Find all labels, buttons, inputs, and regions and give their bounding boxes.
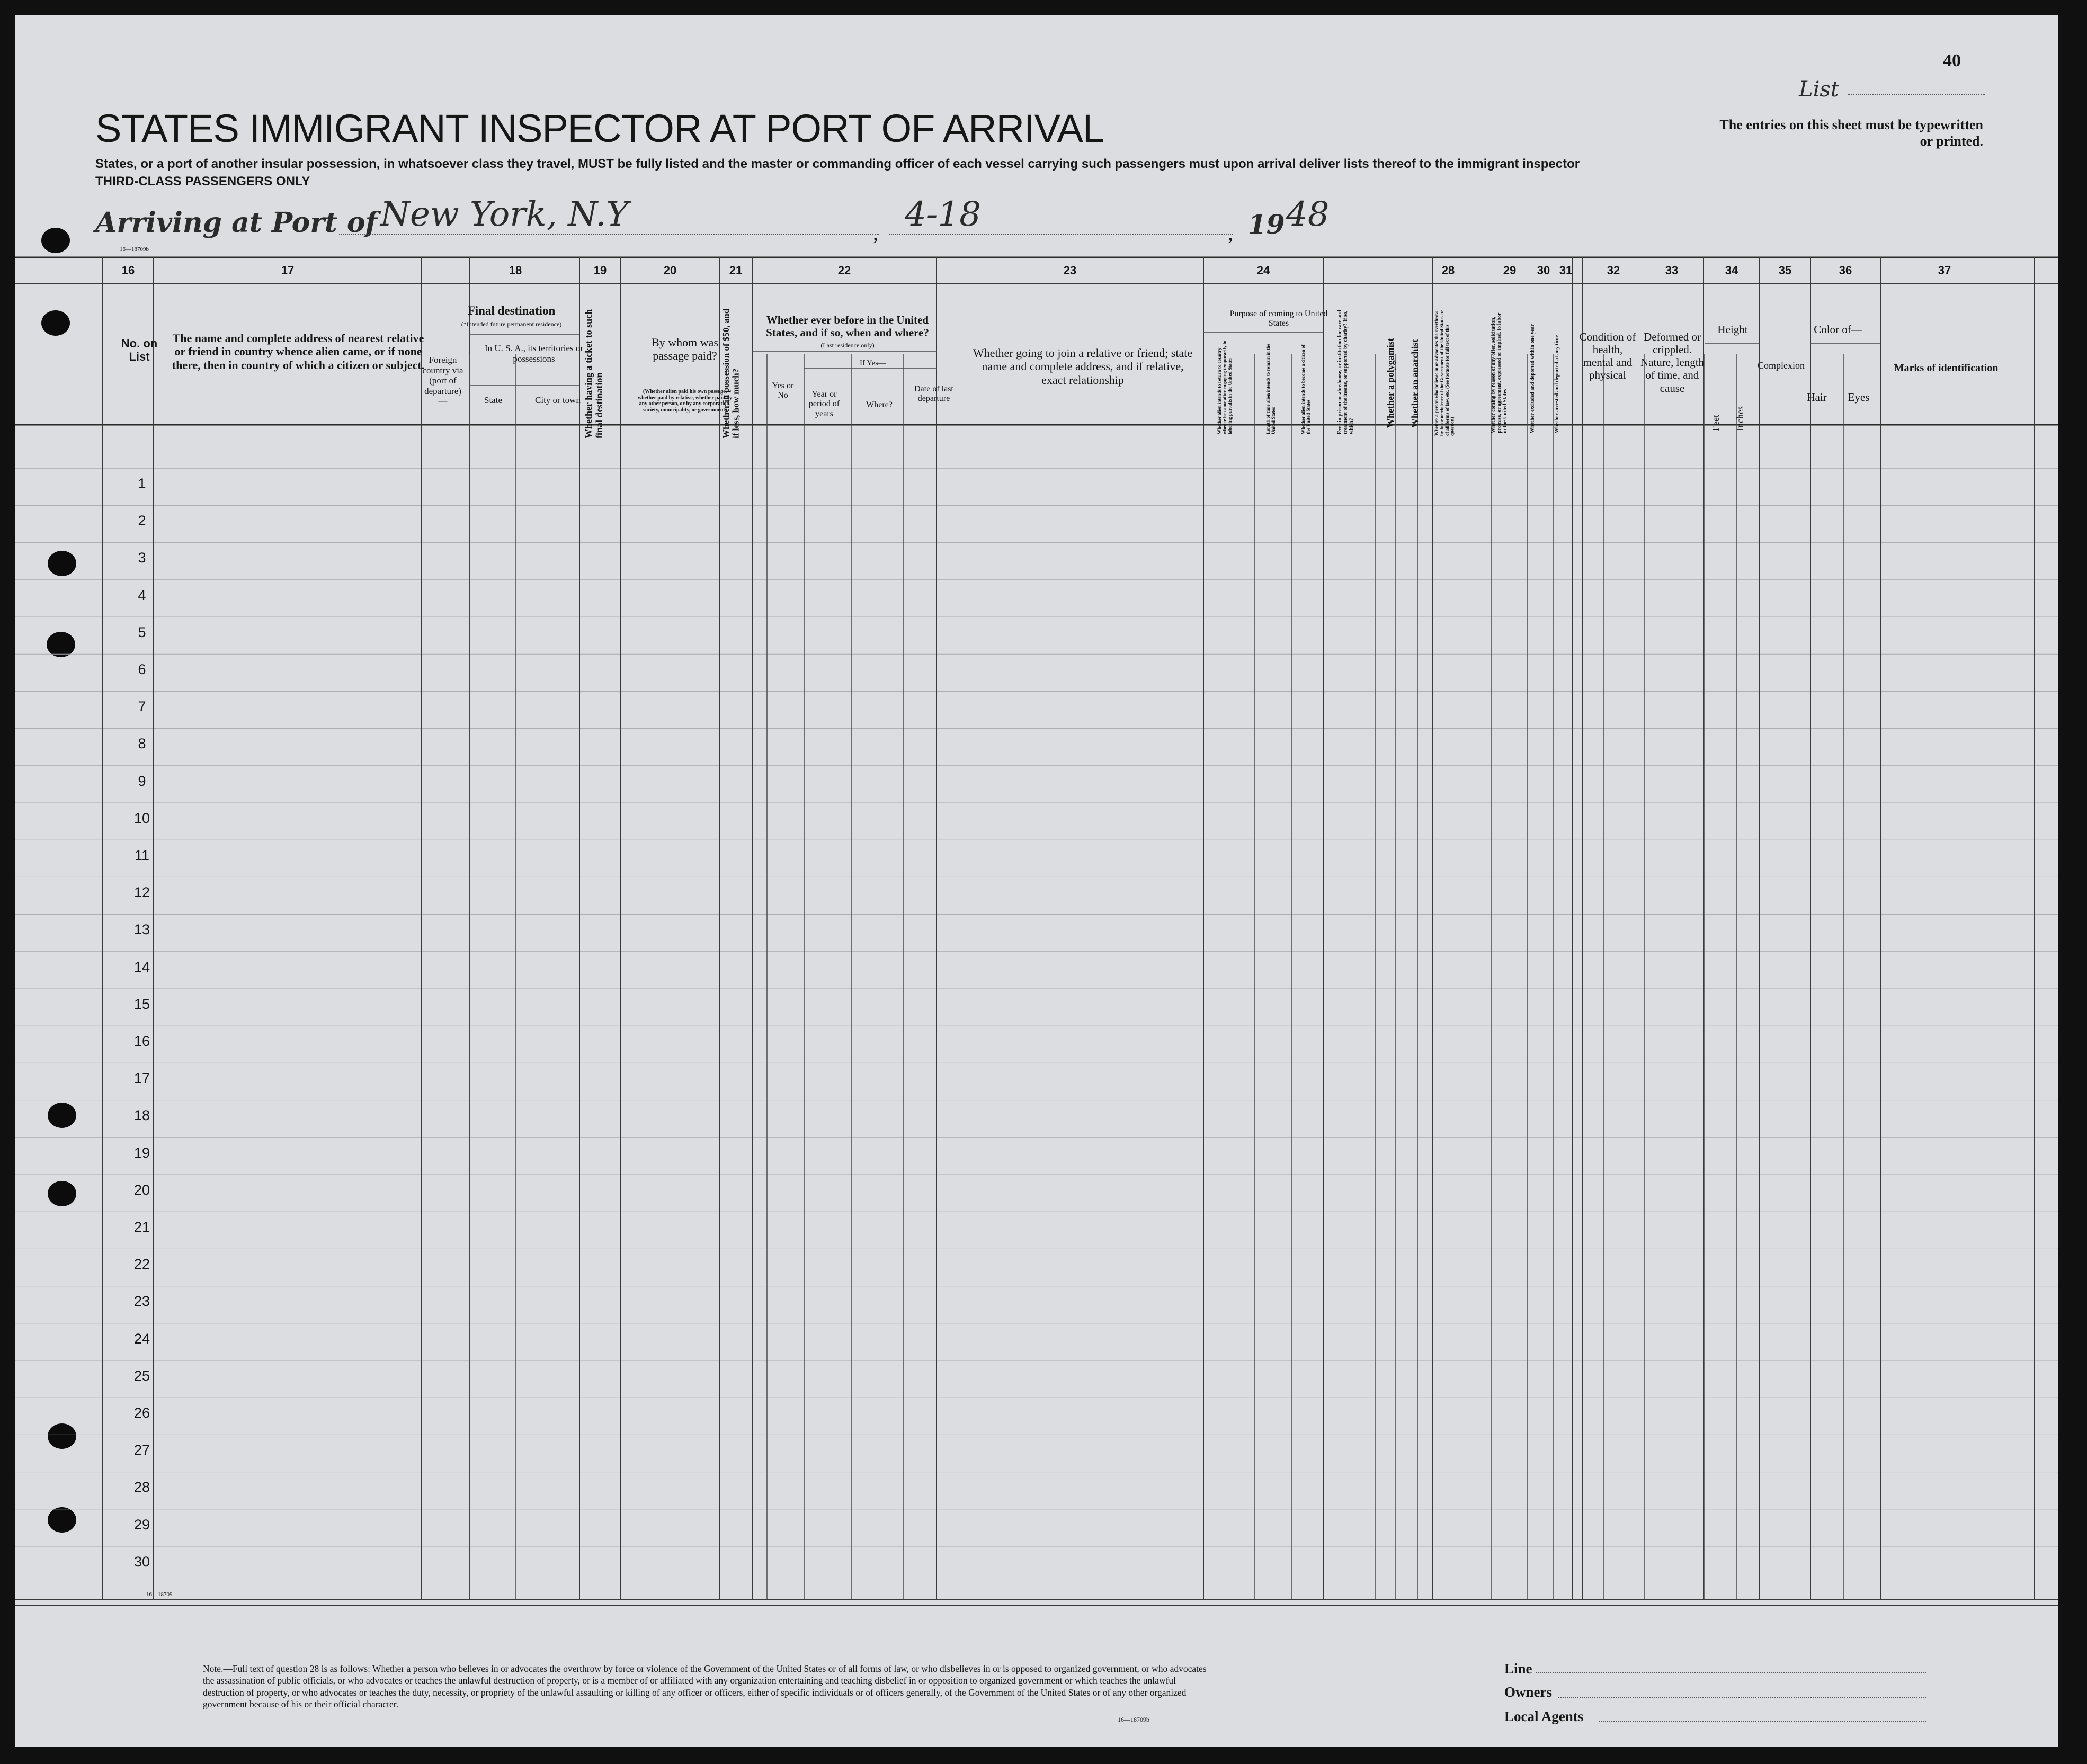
row-number: 10: [133, 810, 150, 826]
row-number: 20: [133, 1181, 150, 1198]
col32-header: Condition of health, mental and physical: [1579, 330, 1636, 382]
comma: ,: [1228, 221, 1233, 245]
column-number: 16: [121, 264, 135, 277]
col16-header: No. on List: [121, 337, 158, 364]
column-number: 24: [1256, 264, 1270, 277]
row-number: 26: [133, 1405, 150, 1421]
col18-title: Final destination: [467, 304, 556, 317]
footnote-q28: Note.—Full text of question 28 is as follows: Whether a person who believes in or advocates the overthrow by force or violence of the Government of the United States or of all forms of law, or who disbelieves in or is opposed to organized government, or who advocates the assassination of public officials, or who advocates or teaches the unlawful destruction of property, or is a member of or affiliated with any organization entertaining and teaching disbelief in or opposition to organized government or which teaches the unlawful destruction of property, or who advocates or teaches the duty, necessity, or propriety of the unlawful assaulting or killing of any officer or officers, either of specific individuals or of officers generally, of the Government of the United States or of any other organized government because of his or their official character.: [203, 1663, 1207, 1710]
form-subtitle: States, or a port of another insular possession, in whatsoever class they travel, MUST be fully listed and the master or commanding officer of each vessel carrying such passengers must upon arrival deliver lists thereof to the immigrant inspector: [95, 157, 1580, 171]
arriving-port: New York, N.Y: [380, 195, 629, 234]
column-number: 29: [1503, 264, 1517, 277]
row-number: 14: [133, 959, 150, 975]
year-handwritten: 48: [1286, 195, 1330, 234]
row-number: 4: [138, 587, 146, 603]
col27-header: Whether an anarchist: [1410, 339, 1420, 428]
row-number: 3: [138, 550, 146, 566]
arriving-date: 4-18: [905, 195, 981, 234]
col25-header: Ever in prison or almshouse, or institution for care and treatment of the insane, or supported by charity? If so, which?: [1337, 310, 1354, 434]
row-number: 29: [133, 1516, 150, 1533]
comma: ,: [873, 221, 878, 245]
line-field: [1536, 1672, 1926, 1673]
owners-field: [1558, 1697, 1926, 1698]
col22-year: Year or period of years: [808, 390, 840, 418]
col18-city: City or town: [535, 395, 581, 405]
row-number: 15: [133, 996, 150, 1012]
row-number: 5: [138, 624, 146, 640]
col22-title: Whether ever before in the United States, and if so, when and where?: [766, 314, 929, 339]
owners-label: Owners: [1504, 1684, 1552, 1700]
row-number: 2: [138, 513, 146, 529]
column-number: 19: [593, 264, 607, 277]
row-number: 6: [138, 661, 146, 677]
instruction-label: The entries on this sheet must be typewritten or printed.: [1719, 117, 1983, 149]
column-number: 35: [1778, 264, 1792, 277]
col34-inches: Inches: [1735, 406, 1745, 431]
row-number: 16: [133, 1033, 150, 1049]
col31-header: Whether arrested and deported at any time: [1554, 335, 1560, 433]
col24a-header: Whether alien intends to return to country whence he came after engaging temporarily in laboring pursuits in the United States: [1217, 340, 1233, 434]
agents-label: Local Agents: [1504, 1708, 1584, 1724]
row-number: 28: [133, 1479, 150, 1496]
col24b-header: Length of time alien intends to remain in the United States: [1265, 344, 1276, 434]
col30-header: Whether excluded and deported within one year: [1530, 324, 1536, 433]
column-number: 30: [1537, 264, 1550, 277]
col22-yesno: Yes or No: [772, 381, 794, 400]
column-number: 18: [509, 264, 522, 277]
line-label: Line: [1504, 1661, 1532, 1677]
col24-title: Purpose of coming to United States: [1229, 309, 1328, 328]
row-number: 22: [133, 1256, 150, 1273]
col36-hair: Hair: [1807, 391, 1827, 404]
col23-header: Whether going to join a relative or friend; state name and complete address, and if relative, exact relationship: [973, 346, 1193, 387]
form-number-note: 16—18709b: [1118, 1716, 1149, 1723]
row-number: 25: [133, 1367, 150, 1384]
form-title: STATES IMMIGRANT INSPECTOR AT PORT OF ARRIVAL: [95, 106, 1104, 150]
column-number: 20: [663, 264, 677, 277]
column-number: 32: [1607, 264, 1620, 277]
row-number: 13: [133, 921, 150, 938]
col17-header: The name and complete address of nearest relative or friend in country whence alien came, or if none there, then in country of which a citizen or subject.: [172, 332, 425, 372]
col35-header: Complexion: [1758, 360, 1805, 371]
col18-foreign: Foreign country via (port of departure)—: [422, 355, 463, 407]
form-number-bottom: 16—18709: [146, 1591, 173, 1598]
row-number: 30: [133, 1553, 150, 1570]
column-number: 28: [1441, 264, 1455, 277]
col22-date: Date of last departure: [914, 384, 953, 404]
col37-header: Marks of identification: [1894, 362, 1999, 374]
arriving-label: Arriving at Port of: [95, 207, 377, 239]
column-number: 17: [281, 264, 295, 277]
col29-header: Whether coming by reason of any offer, solicitation, promise, or agreement, expressed or implied, to labor in the United States: [1491, 312, 1508, 433]
row-number: 1: [138, 476, 146, 491]
column-number: 23: [1063, 264, 1077, 277]
col36-title: Color of—: [1814, 323, 1862, 336]
col22-ifyes: If Yes—: [859, 359, 886, 368]
col19-header: Whether having a ticket to such final destination: [583, 309, 604, 438]
row-number: 9: [138, 773, 146, 789]
table-grid: [15, 15, 2058, 1747]
col24c-header: Whether alien intends to become a citizen of the United States: [1300, 344, 1311, 434]
col20-title: By whom was passage paid?: [652, 336, 718, 363]
row-number: 19: [133, 1144, 150, 1161]
agents-field: [1599, 1721, 1926, 1722]
list-label: List: [1799, 77, 1839, 102]
manifest-sheet: [15, 15, 2058, 1747]
row-number: 27: [133, 1442, 150, 1458]
col34-title: Height: [1717, 323, 1748, 336]
row-number: 21: [133, 1219, 150, 1235]
col36-eyes: Eyes: [1848, 391, 1870, 404]
class-line: THIRD-CLASS PASSENGERS ONLY: [95, 174, 310, 189]
row-number: 23: [133, 1293, 150, 1310]
col20-note: (Whether alien paid his own passage, whether paid by relative, whether paid by any other person, or by any corporation, society, municipality, or government): [637, 389, 733, 413]
col34-feet: Feet: [1710, 415, 1721, 431]
column-number: 34: [1725, 264, 1738, 277]
col22-note: (Last residence only): [820, 342, 875, 349]
col22-where: Where?: [866, 400, 893, 409]
row-number: 11: [134, 847, 150, 863]
row-number: 24: [133, 1330, 150, 1347]
column-number: 31: [1559, 264, 1573, 277]
row-number: 18: [133, 1107, 150, 1124]
column-number: 33: [1665, 264, 1679, 277]
column-number: 22: [837, 264, 851, 277]
row-number: 12: [133, 884, 150, 901]
col21-header: Whether in possession of $50, and if less, how much?: [721, 308, 741, 438]
row-number: 8: [138, 736, 146, 752]
form-number-top: 16—18709b: [120, 246, 149, 253]
col18-usa: In U. S. A., its territories or possessions: [484, 343, 584, 364]
col33-header: Deformed or crippled. Nature, length of time, and cause: [1640, 330, 1705, 395]
col18-note: (*Intended future permanent residence): [461, 320, 562, 328]
year-prefix: 19: [1248, 209, 1285, 240]
col28-header: Whether a person who believes in or advocates the overthrow by force or violence of the Government of the United States or of all forms of law, etc. (See footnote for full text of this question): [1434, 310, 1455, 436]
row-number: 17: [133, 1070, 150, 1087]
col26-header: Whether a polygamist: [1385, 338, 1396, 428]
col18-state: State: [484, 395, 502, 405]
row-number: 7: [138, 699, 146, 715]
column-number: 21: [729, 264, 743, 277]
page-number: 40: [1943, 51, 1961, 70]
column-number: 36: [1839, 264, 1852, 277]
column-number: 37: [1938, 264, 1951, 277]
